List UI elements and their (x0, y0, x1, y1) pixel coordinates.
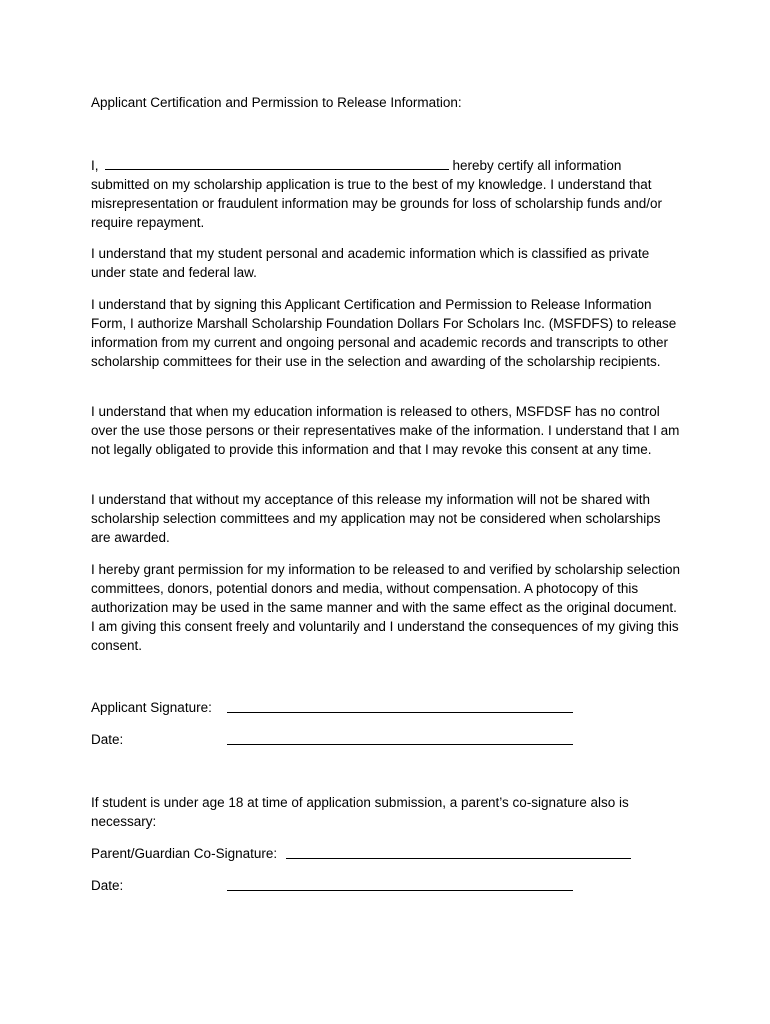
applicant-signature-row (91, 698, 691, 717)
parent-signature-field[interactable] (286, 858, 631, 859)
acceptance-paragraph: I understand that without my acceptance of this release my information will not be shared with scholarship selection committees and my application may not be considered when scholarships are awarded. (91, 492, 661, 545)
parent-date-row (91, 876, 691, 895)
permission-paragraph: I hereby grant permission for my information to be released to and verified by scholarship selection committees, donors, potential donors and media, without compensation. A photocopy of this authorization may be used in the same manner and with the same effect as the original document. I am giving this consent freely and voluntarily and I understand the consequences of my giving this consent. (91, 562, 681, 653)
document-title: Applicant Certification and Permission to Release Information: (91, 95, 462, 110)
cert-suffix: hereby certify all information submitted on my scholarship application is true to the best of my knowledge. I understand that misrepresentation or fraudulent information may be grounds for loss of scholarship funds and/or require repayment. (91, 158, 663, 230)
parent-date-field[interactable] (227, 890, 573, 891)
applicant-signature-label: Applicant Signature: (91, 700, 212, 715)
applicant-date-field[interactable] (227, 744, 573, 745)
applicant-signature-field[interactable] (227, 712, 573, 713)
minor-note: If student is under age 18 at time of application submission, a parent’s co-signature also is necessary: (91, 795, 629, 829)
applicant-date-label: Date: (91, 732, 124, 747)
parent-signature-row (91, 844, 691, 863)
cert-prefix: I, (91, 158, 99, 173)
applicant-date-row (91, 730, 691, 749)
parent-signature-label: Parent/Guardian Co-Signature: (91, 846, 278, 861)
certification-paragraph (91, 156, 683, 232)
release-control-paragraph: I understand that when my education information is released to others, MSFDSF has no control over the use those persons or their representatives make of the information. I understand that I am not legally obligated to provide this information and that I may revoke this consent at any time. (91, 404, 680, 457)
applicant-name-field[interactable] (105, 156, 449, 170)
parent-date-label: Date: (91, 878, 124, 893)
privacy-paragraph: I understand that my student personal and academic information which is classified as private under state and federal law. (91, 246, 650, 280)
authorization-paragraph: I understand that by signing this Applicant Certification and Permission to Release Information Form, I authorize Marshall Scholarship Foundation Dollars For Scholars Inc. (MSFDFS) to release information from my current and ongoing personal and academic records and transcripts to other scholarship committees for their use in the selection and awarding of the scholarship recipients. (91, 297, 677, 369)
